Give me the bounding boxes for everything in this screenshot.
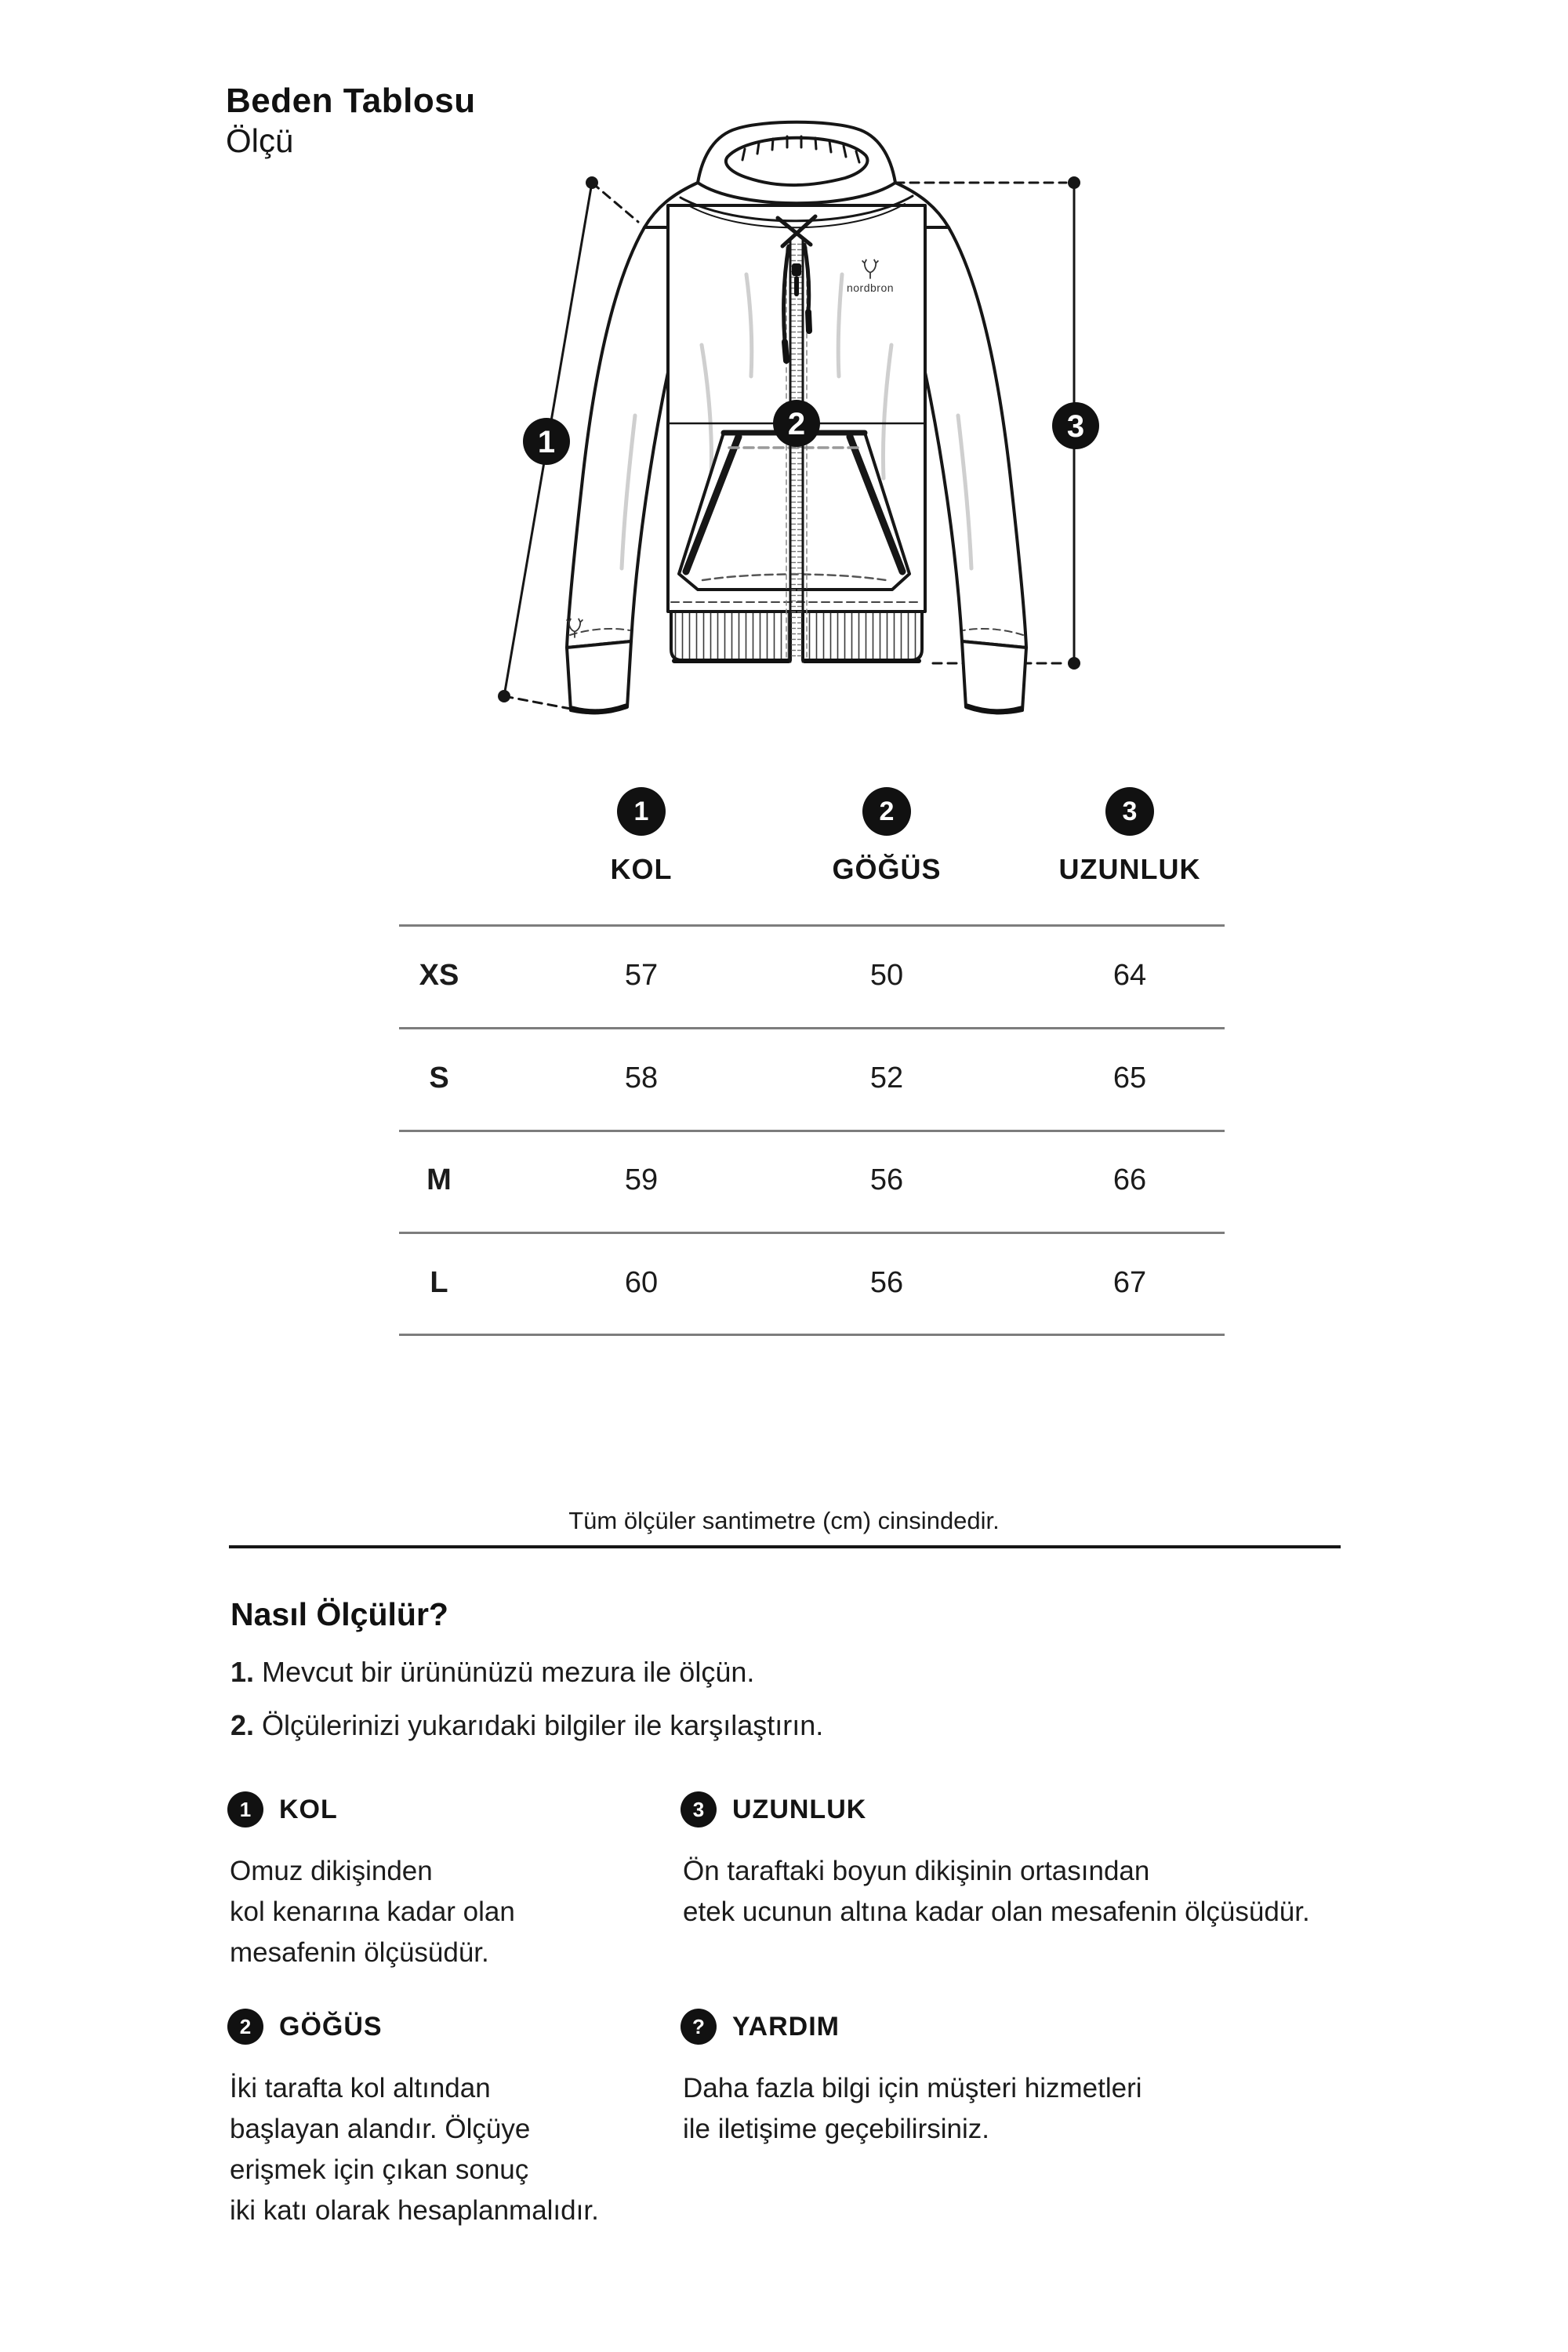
definition-marker-badge: 3: [681, 1791, 717, 1828]
howto-heading: Nasıl Ölçülür?: [230, 1596, 448, 1632]
definition-line: erişmek için çıkan sonuç: [230, 2154, 529, 2185]
definition-header: [681, 2009, 1142, 2045]
definition-block-uzunluk: [681, 1791, 1310, 1933]
definition-title: GÖĞÜS: [279, 2011, 383, 2042]
howto-step-1: [230, 1656, 754, 1689]
definition-body: [683, 2068, 1142, 2150]
definition-line: Daha fazla bilgi için müşteri hizmetleri: [683, 2073, 1142, 2103]
howto-step-2: [230, 1709, 823, 1742]
row-value: 56: [869, 1266, 904, 1300]
definition-line: etek ucunun altına kadar olan mesafenin ölçüsüdür.: [683, 1896, 1310, 1927]
definition-marker-badge: ?: [681, 2009, 717, 2045]
row-value: 52: [869, 1061, 904, 1094]
row-size-label: S: [429, 1061, 449, 1094]
table-rule: [399, 1334, 1225, 1336]
definition-line: İki tarafta kol altından: [230, 2073, 491, 2103]
page-title: Beden Tablosu: [226, 82, 476, 120]
definition-line: mesafenin ölçüsüdür.: [230, 1937, 489, 1968]
definition-block-kol: [227, 1791, 515, 1973]
definition-marker-badge: 2: [227, 2009, 263, 2045]
row-value: 50: [869, 959, 904, 992]
table-rule: [399, 1232, 1225, 1234]
column-label-uzunluk: UZUNLUK: [1058, 853, 1201, 885]
definition-marker-badge: 1: [227, 1791, 263, 1828]
row-value: 67: [1112, 1266, 1147, 1300]
step-text: Mevcut bir ürününüzü mezura ile ölçün.: [262, 1656, 755, 1688]
svg-text:3: 3: [1066, 409, 1085, 444]
step-number: 2.: [230, 1709, 255, 1741]
row-value: 65: [1112, 1061, 1147, 1094]
definition-line: iki katı olarak hesaplanmalıdır.: [230, 2195, 599, 2226]
marker-badge-3: [1052, 402, 1099, 449]
zipper: [786, 239, 807, 662]
page-subtitle: Ölçü: [226, 122, 294, 159]
row-size-label: M: [426, 1163, 452, 1197]
svg-text:1: 1: [537, 425, 556, 459]
definition-line: başlayan alandır. Ölçüye: [230, 2114, 531, 2144]
definition-line: ile iletişime geçebilirsiniz.: [683, 2114, 989, 2144]
brand-logo-text: nordbron: [846, 281, 895, 294]
table-column-kol: [555, 787, 728, 886]
table-column-gogus: [800, 787, 973, 886]
definition-header: [227, 2009, 599, 2045]
definition-title: KOL: [279, 1794, 338, 1824]
definition-block-göğüs: [227, 2009, 599, 2231]
row-value: 57: [624, 959, 659, 992]
table-rule: [399, 924, 1225, 927]
definition-body: [683, 1851, 1310, 1933]
definition-header: [227, 1791, 515, 1828]
column-label-kol: KOL: [610, 853, 673, 885]
definition-header: [681, 1791, 1310, 1828]
row-value: 56: [869, 1163, 904, 1197]
column-badge-1: 1: [617, 787, 666, 836]
column-badge-3: 3: [1105, 787, 1154, 836]
definition-body: [230, 2068, 599, 2231]
row-size-label: L: [430, 1266, 448, 1300]
row-value: 59: [624, 1163, 659, 1197]
step-text: Ölçülerinizi yukarıdaki bilgiler ile karşılaştırın.: [262, 1709, 824, 1741]
definition-line: kol kenarına kadar olan: [230, 1896, 515, 1927]
definition-line: Omuz dikişinden: [230, 1856, 433, 1886]
definition-body: [230, 1851, 515, 1973]
definition-line: Ön taraftaki boyun dikişinin ortasından: [683, 1856, 1150, 1886]
section-divider: [229, 1545, 1341, 1548]
column-badge-2: 2: [862, 787, 911, 836]
definition-title: UZUNLUK: [732, 1794, 867, 1824]
table-rule: [399, 1130, 1225, 1132]
hoodie-measurement-diagram: [439, 110, 1145, 784]
row-value: 60: [624, 1266, 659, 1300]
table-rule: [399, 1027, 1225, 1029]
row-value: 64: [1112, 959, 1147, 992]
table-column-uzunluk: [1044, 787, 1216, 886]
definition-title: YARDIM: [732, 2011, 840, 2042]
units-note: Tüm ölçüler santimetre (cm) cinsindedir.: [568, 1507, 1000, 1534]
row-value: 58: [624, 1061, 659, 1094]
marker-badge-1: [523, 418, 570, 465]
row-size-label: XS: [419, 959, 459, 992]
step-number: 1.: [230, 1656, 255, 1688]
marker-badge-2: [773, 400, 820, 447]
definition-block-yardim: [681, 2009, 1142, 2150]
column-label-gogus: GÖĞÜS: [832, 853, 942, 885]
row-value: 66: [1112, 1163, 1147, 1197]
svg-text:2: 2: [787, 407, 806, 441]
